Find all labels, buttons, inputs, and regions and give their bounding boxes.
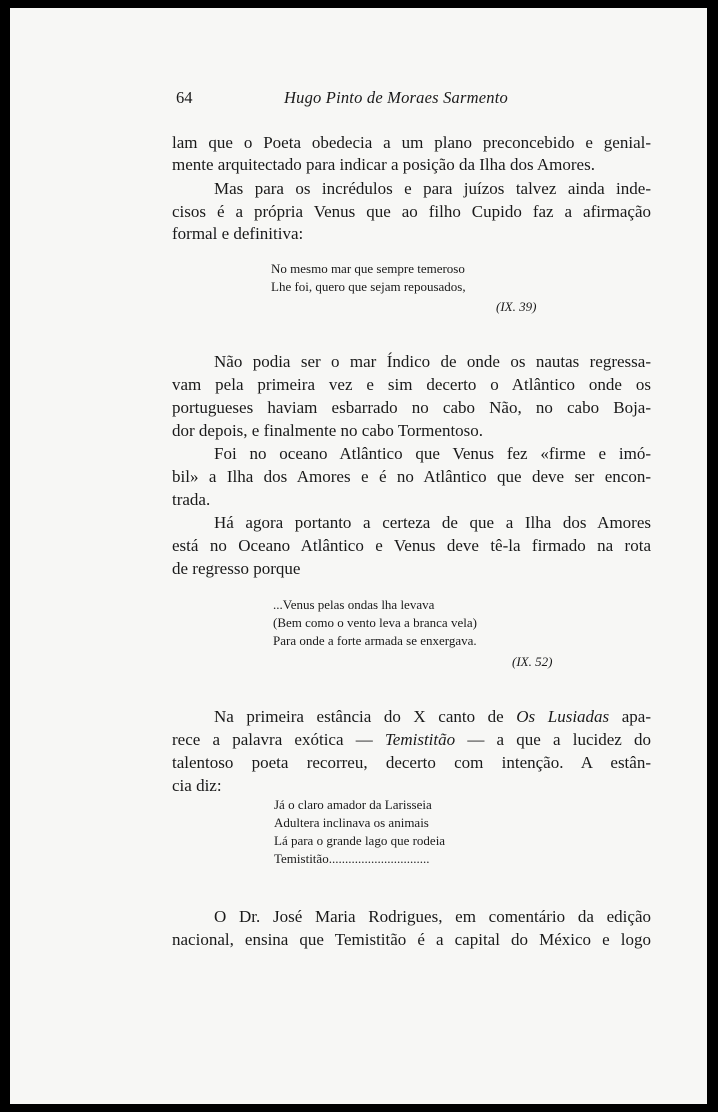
para7-line-1: O Dr. José Maria Rodrigues, em comentário da edição	[214, 907, 651, 926]
para3-line-1: Não podia ser o mar Índico de onde os nautas regressa-	[214, 352, 651, 371]
para2-line-1: Mas para os incrédulos e para juízos talvez ainda inde-	[214, 179, 651, 198]
para3-line-2: vam pela primeira vez e sim decerto o Atlântico onde os	[172, 375, 651, 394]
para5-line-1: Há agora portanto a certeza de que a Ilha dos Amores	[214, 513, 651, 532]
para6-line-1	[214, 706, 651, 728]
para3-line-3: portugueses haviam esbarrado no cabo Não, no cabo Boja-	[172, 398, 651, 417]
quote2-line-2: (Bem como o vento leva a branca vela)	[273, 615, 477, 630]
book-page	[10, 8, 707, 1104]
quote3-line-1: Já o claro amador da Larisseia	[274, 797, 432, 812]
quote3-line-3: Lá para o grande lago que rodeia	[274, 833, 446, 848]
para6-line-1-b: apa-	[609, 707, 651, 726]
para6-line-1-a: Na primeira estância do X canto de	[214, 707, 517, 726]
para2-line-3: formal e definitiva:	[172, 224, 304, 243]
para5-line-2: está no Oceano Atlântico e Venus deve tê-la firmado na rota	[172, 536, 651, 555]
para1-line-1: lam que o Poeta obedecia a um plano preconcebido e genial-	[172, 133, 651, 152]
para6-line-3: talentoso poeta recorreu, decerto com intenção. A estân-	[172, 753, 651, 772]
para6-line-2-b: — a que a lucidez do	[455, 730, 652, 749]
para6-line-2	[172, 729, 651, 751]
para4-line-2: bil» a Ilha dos Amores e é no Atlântico que deve ser encon-	[172, 467, 651, 486]
para6-book-title: Os Lusiadas	[516, 707, 610, 726]
page-header	[176, 88, 652, 112]
quote3-line-2: Adultera inclinava os animais	[274, 815, 429, 830]
para5-line-3: de regresso porque	[172, 559, 301, 578]
quote3-line-4: Temistitão...............................	[274, 851, 430, 866]
quote2-reference: (IX. 52)	[512, 654, 553, 669]
quote1-reference: (IX. 39)	[496, 299, 537, 314]
para4-line-3: trada.	[172, 490, 211, 509]
para6-line-4: cia diz:	[172, 776, 222, 795]
quote2-line-1: ...Venus pelas ondas lha levava	[273, 597, 435, 612]
para1-line-2: mente arquitectado para indicar a posição da Ilha dos Amores.	[172, 155, 595, 174]
quote1-line-1: No mesmo mar que sempre temeroso	[271, 261, 465, 276]
para3-line-4: dor depois, e finalmente no cabo Tormentoso.	[172, 421, 484, 440]
running-title: Hugo Pinto de Moraes Sarmento	[284, 88, 508, 107]
para6-line-2-a: rece a palavra exótica —	[172, 730, 385, 749]
para4-line-1: Foi no oceano Atlântico que Venus fez «firme e imó-	[214, 444, 651, 463]
para6-word-temistitao: Temistitão	[384, 730, 456, 749]
page-number: 64	[176, 88, 193, 107]
quote2-line-3: Para onde a forte armada se enxergava.	[273, 633, 477, 648]
quote1-line-2: Lhe foi, quero que sejam repousados,	[271, 279, 466, 294]
para7-line-2: nacional, ensina que Temistitão é a capital do México e logo	[172, 930, 651, 949]
para2-line-2: cisos é a própria Venus que ao filho Cupido faz a afirmação	[172, 202, 651, 221]
